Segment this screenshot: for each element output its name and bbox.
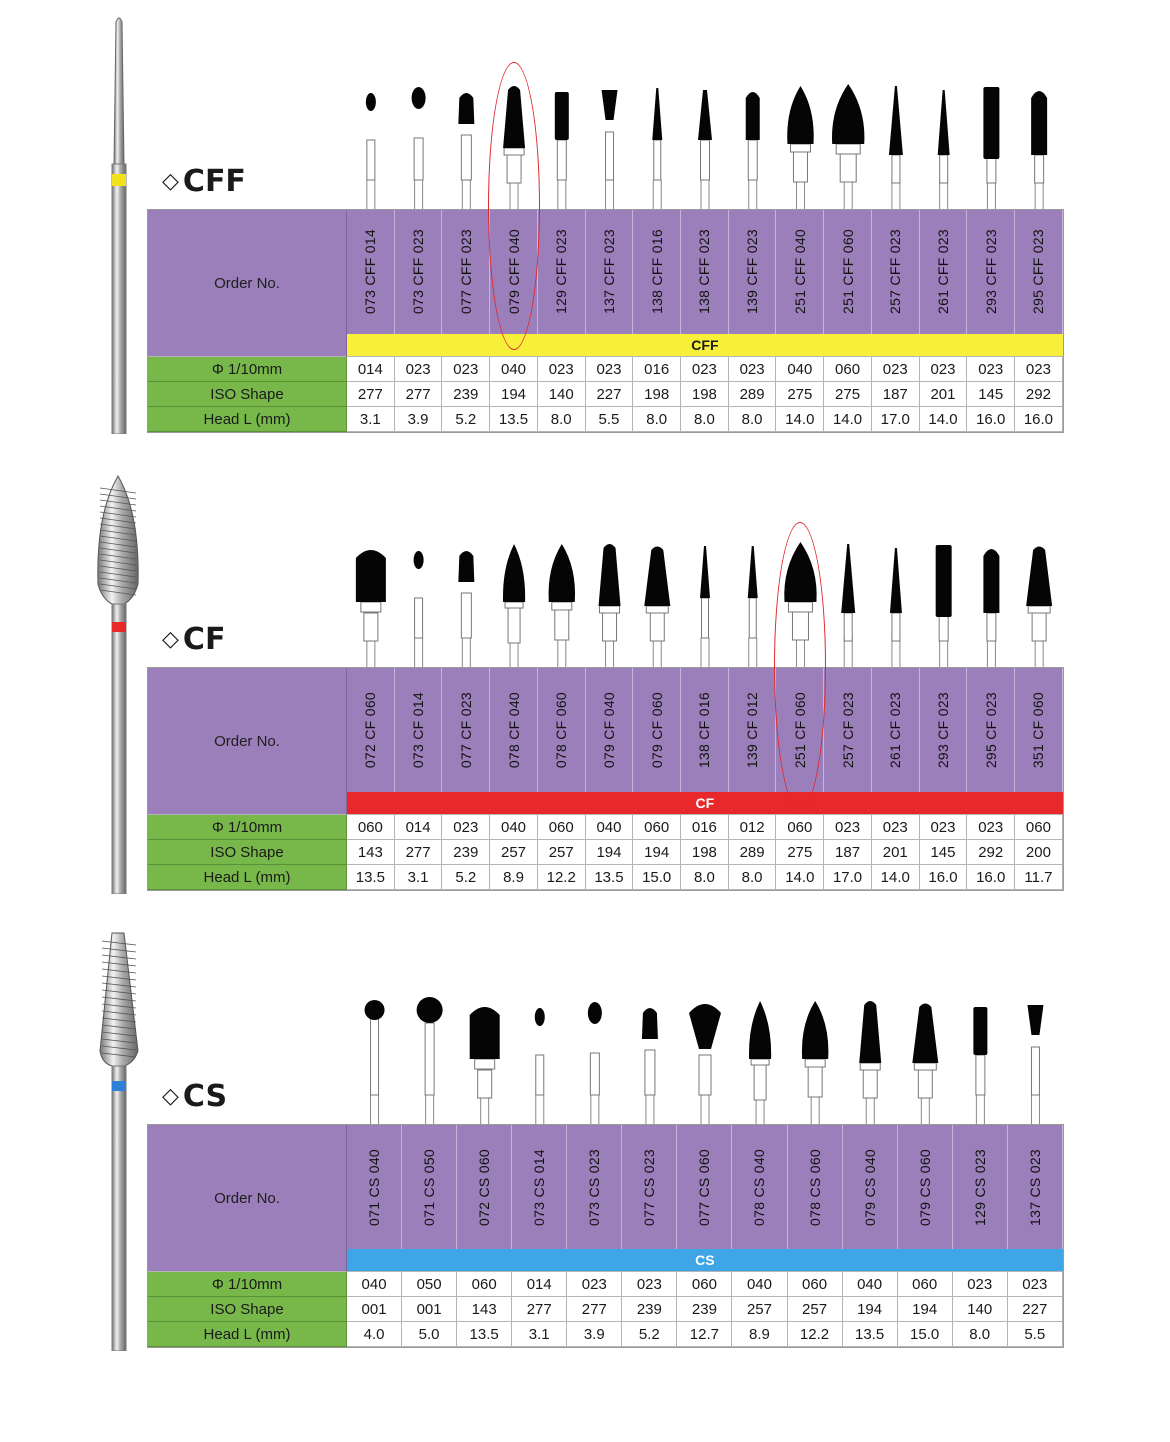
diameter-row-label: Φ 1/10mm (148, 815, 347, 840)
head-length-row-value: 8.0 (729, 407, 777, 432)
head-length-row-value: 15.0 (633, 865, 681, 890)
head-length-row-value: 13.5 (843, 1322, 898, 1347)
order-no-text: 073 CS 014 (531, 1148, 548, 1226)
bur-shape-flame-big (784, 542, 816, 668)
order-no-text: 139 CF 012 (744, 691, 761, 769)
head-length-row-value: 3.1 (347, 407, 395, 432)
diameter-row-value: 023 (622, 1272, 677, 1297)
iso-shape-row-value: 001 (402, 1297, 457, 1322)
diameter-row-value: 016 (633, 357, 681, 382)
iso-shape-row-value: 145 (967, 382, 1015, 407)
spec-table (148, 1125, 1063, 1347)
head-length-row-value: 5.0 (402, 1322, 457, 1347)
head-length-row-value: 3.9 (395, 407, 443, 432)
order-no-cell (395, 668, 443, 792)
diameter-row-value: 060 (776, 815, 824, 840)
bur-shape-cylinder-long (983, 87, 999, 210)
head-length-row-value: 5.2 (622, 1322, 677, 1347)
order-no-cell (442, 210, 490, 334)
head-length-row-value: 3.1 (512, 1322, 567, 1347)
order-no-text: 129 CS 023 (971, 1148, 988, 1226)
order-no-cell (681, 668, 729, 792)
order-no-text: 072 CS 060 (476, 1148, 493, 1226)
order-no-label: Order No. (148, 668, 347, 815)
order-no-cell (1008, 1125, 1063, 1249)
diameter-row-value: 040 (843, 1272, 898, 1297)
order-no-text: 078 CF 060 (553, 691, 570, 769)
order-no-text: 138 CF 016 (696, 691, 713, 769)
order-no-cell (442, 668, 490, 792)
order-no-text: 079 CF 040 (600, 691, 617, 769)
order-no-cell (967, 210, 1015, 334)
order-no-text: 079 CS 060 (916, 1148, 933, 1226)
head-length-row-value: 5.5 (586, 407, 634, 432)
order-no-cell (967, 668, 1015, 792)
diameter-row-value: 012 (729, 815, 777, 840)
iso-shape-row-value: 227 (1008, 1297, 1063, 1322)
section-title-text: CS (182, 1079, 228, 1114)
bur-shape-needle (652, 88, 662, 210)
iso-shape-row-value: 198 (681, 382, 729, 407)
order-no-cell (490, 668, 538, 792)
diamond-icon: ◇ (162, 169, 179, 194)
iso-shape-row-value: 277 (395, 382, 443, 407)
iso-shape-row-value: 194 (490, 382, 538, 407)
diameter-row-value: 060 (457, 1272, 512, 1297)
iso-shape-row-label: ISO Shape (148, 840, 347, 865)
head-length-row-value: 16.0 (967, 407, 1015, 432)
bur-shape-taper-wide (912, 1004, 938, 1126)
bur-shape-needle (748, 546, 758, 668)
iso-shape-row-value: 277 (512, 1297, 567, 1322)
diameter-row-value: 023 (824, 815, 872, 840)
section-title-text: CFF (182, 164, 246, 199)
bur-shape-pear (458, 551, 474, 668)
bur-shape-barrel (356, 550, 386, 668)
order-no-cell (788, 1125, 843, 1249)
bur-shape-taper-long (599, 544, 621, 668)
diameter-row-value: 023 (442, 815, 490, 840)
iso-shape-row-value: 239 (677, 1297, 732, 1322)
bur-shape-flame (749, 1001, 771, 1125)
head-length-row-value: 15.0 (898, 1322, 953, 1347)
order-no-text: 139 CFF 023 (744, 229, 761, 315)
diameter-row-value: 023 (567, 1272, 622, 1297)
bur-shape-taper-wide (644, 547, 670, 669)
iso-shape-row-value: 275 (776, 840, 824, 865)
shape-row (0, 0, 1170, 215)
head-length-row-value: 13.5 (347, 865, 395, 890)
order-no-cell (872, 210, 920, 334)
iso-shape-row-value: 227 (586, 382, 634, 407)
diameter-row-value: 014 (347, 357, 395, 382)
iso-shape-row-value: 194 (843, 1297, 898, 1322)
head-length-row-value: 5.2 (442, 407, 490, 432)
head-length-row-value: 16.0 (967, 865, 1015, 890)
order-no-cell (843, 1125, 898, 1249)
head-length-row-value: 8.0 (538, 407, 586, 432)
order-no-cell (567, 1125, 622, 1249)
order-no-text: 251 CFF 060 (839, 229, 856, 315)
head-length-row-value: 8.9 (490, 865, 538, 890)
order-no-text: 351 CF 060 (1030, 691, 1047, 769)
spec-table (148, 668, 1063, 890)
order-no-text: 293 CFF 023 (982, 229, 999, 315)
order-no-text: 079 CS 040 (861, 1148, 878, 1226)
order-no-cell (402, 1125, 457, 1249)
diameter-row-value: 060 (1015, 815, 1063, 840)
head-length-row-value: 8.0 (681, 865, 729, 890)
diameter-row-value: 023 (967, 357, 1015, 382)
order-no-cell (538, 210, 586, 334)
iso-shape-row-value: 143 (457, 1297, 512, 1322)
order-no-cell (457, 1125, 512, 1249)
order-no-cell (920, 668, 968, 792)
head-length-row-value: 5.5 (1008, 1322, 1063, 1347)
bur-shape-inverted (1027, 1005, 1043, 1125)
order-no-cell (729, 668, 777, 792)
bur-shape-needle-wide (698, 90, 712, 210)
head-length-row-value: 14.0 (776, 407, 824, 432)
diameter-row-value: 014 (512, 1272, 567, 1297)
iso-shape-row-value: 198 (681, 840, 729, 865)
bur-shape-barrel (470, 1007, 500, 1125)
order-no-text: 071 CS 050 (421, 1148, 438, 1226)
order-no-text: 073 CFF 023 (410, 229, 427, 315)
head-length-row-value: 13.5 (490, 407, 538, 432)
order-no-text: 137 CS 023 (1026, 1148, 1043, 1226)
bur-shape-bullet (746, 92, 760, 210)
bur-shape-round-big (417, 997, 443, 1125)
iso-shape-row-value: 292 (1015, 382, 1063, 407)
iso-shape-row-value: 187 (824, 840, 872, 865)
order-no-cell (633, 210, 681, 334)
order-no-label: Order No. (148, 1125, 347, 1272)
diameter-row-value: 060 (633, 815, 681, 840)
bur-shape-spike (938, 90, 950, 210)
order-no-text: 078 CS 060 (806, 1148, 823, 1226)
diameter-row-value: 023 (586, 357, 634, 382)
order-no-text: 079 CFF 040 (505, 229, 522, 315)
diameter-row-value: 023 (729, 357, 777, 382)
order-no-text: 079 CF 060 (648, 691, 665, 769)
order-no-cell (898, 1125, 953, 1249)
bur-shape-ball-small (366, 93, 376, 210)
head-length-row-value: 8.0 (681, 407, 729, 432)
order-no-cell (538, 668, 586, 792)
head-length-row-label: Head L (mm) (148, 407, 347, 432)
head-length-row-value: 8.0 (633, 407, 681, 432)
iso-shape-row-value: 140 (953, 1297, 1008, 1322)
bur-shape-flame-wide (802, 1001, 828, 1125)
head-length-row-value: 8.0 (953, 1322, 1008, 1347)
diamond-icon: ◇ (162, 1084, 179, 1109)
order-no-cell (920, 210, 968, 334)
diameter-row-value: 060 (824, 357, 872, 382)
order-no-text: 077 CS 023 (641, 1148, 658, 1226)
head-length-row-value: 12.2 (538, 865, 586, 890)
iso-shape-row-value: 257 (538, 840, 586, 865)
diameter-row-value: 023 (681, 357, 729, 382)
bur-shape-pear (642, 1008, 658, 1125)
bur-shape-bullet-long (983, 549, 999, 668)
bur-shape-taper-long (859, 1001, 881, 1125)
bur-shape-flame (503, 544, 525, 668)
diameter-row-value: 023 (538, 357, 586, 382)
iso-shape-row-value: 140 (538, 382, 586, 407)
shape-row (0, 915, 1170, 1130)
iso-shape-row-value: 201 (872, 840, 920, 865)
iso-shape-row-value: 200 (1015, 840, 1063, 865)
head-length-row-value: 13.5 (457, 1322, 512, 1347)
order-no-text: 129 CFF 023 (553, 229, 570, 315)
order-no-text: 077 CF 023 (457, 691, 474, 769)
series-band: CS (347, 1249, 1063, 1272)
diameter-row-value: 023 (872, 357, 920, 382)
diameter-row-value: 060 (788, 1272, 843, 1297)
head-length-row-value: 16.0 (920, 865, 968, 890)
diameter-row-value: 060 (347, 815, 395, 840)
head-length-row-value: 11.7 (1015, 865, 1063, 890)
iso-shape-row-value: 277 (395, 840, 443, 865)
bur-shape-taper-wide (1026, 547, 1052, 669)
diameter-row-value: 040 (776, 357, 824, 382)
order-no-cell (622, 1125, 677, 1249)
order-no-text: 261 CFF 023 (934, 229, 951, 315)
order-no-cell (347, 210, 395, 334)
diameter-row-value: 040 (347, 1272, 402, 1297)
diameter-row-value: 023 (1015, 357, 1063, 382)
order-no-cell (776, 210, 824, 334)
head-length-row-value: 14.0 (872, 865, 920, 890)
iso-shape-row-value: 201 (920, 382, 968, 407)
head-length-row-value: 3.1 (395, 865, 443, 890)
order-no-text: 077 CFF 023 (457, 229, 474, 315)
iso-shape-row-value: 143 (347, 840, 395, 865)
bur-shape-cylinder (555, 92, 569, 210)
iso-shape-row-value: 289 (729, 840, 777, 865)
diameter-row-value: 040 (732, 1272, 787, 1297)
section-title-text: CF (182, 622, 226, 657)
bur-shape-cylinder (973, 1007, 987, 1125)
iso-shape-row-value: 257 (788, 1297, 843, 1322)
bur-shape-ball (588, 1002, 602, 1125)
order-no-text: 257 CFF 023 (887, 229, 904, 315)
head-length-row-value: 17.0 (872, 407, 920, 432)
order-no-text: 078 CF 040 (505, 691, 522, 769)
head-length-row-value: 12.2 (788, 1322, 843, 1347)
order-no-text: 293 CF 023 (934, 691, 951, 769)
iso-shape-row-value: 194 (898, 1297, 953, 1322)
bur-shape-flame-wide (549, 544, 575, 668)
iso-shape-row-value: 001 (347, 1297, 402, 1322)
diameter-row-value: 040 (490, 815, 538, 840)
head-length-row-value: 5.2 (442, 865, 490, 890)
iso-shape-row-value: 257 (490, 840, 538, 865)
order-no-text: 071 CS 040 (366, 1148, 383, 1226)
order-no-text: 077 CS 060 (696, 1148, 713, 1226)
diameter-row-label: Φ 1/10mm (148, 1272, 347, 1297)
order-no-text: 073 CFF 014 (362, 229, 379, 315)
iso-shape-row-value: 239 (442, 382, 490, 407)
order-no-cell (729, 210, 777, 334)
diameter-row-value: 060 (677, 1272, 732, 1297)
diameter-row-value: 023 (967, 815, 1015, 840)
head-length-row-value: 14.0 (824, 407, 872, 432)
order-no-cell (512, 1125, 567, 1249)
head-length-row-label: Head L (mm) (148, 865, 347, 890)
shape-row (0, 458, 1170, 673)
iso-shape-row-value: 194 (633, 840, 681, 865)
diameter-row-value: 023 (920, 357, 968, 382)
diameter-row-value: 060 (538, 815, 586, 840)
head-length-row-value: 12.7 (677, 1322, 732, 1347)
head-length-row-value: 8.0 (729, 865, 777, 890)
diameter-row-value: 023 (920, 815, 968, 840)
iso-shape-row-value: 239 (442, 840, 490, 865)
iso-shape-row-value: 277 (347, 382, 395, 407)
order-no-text: 257 CF 023 (839, 691, 856, 769)
diameter-row-value: 023 (395, 357, 443, 382)
diameter-row-label: Φ 1/10mm (148, 357, 347, 382)
bur-shape-spike-long (889, 86, 903, 210)
bur-shape-needle (700, 546, 710, 668)
diameter-row-value: 050 (402, 1272, 457, 1297)
bur-shape-ball (412, 87, 426, 210)
iso-shape-row-value: 275 (824, 382, 872, 407)
iso-shape-row-value: 289 (729, 382, 777, 407)
order-no-cell (347, 668, 395, 792)
iso-shape-row-label: ISO Shape (148, 1297, 347, 1322)
order-no-text: 138 CFF 016 (648, 229, 665, 315)
order-no-text: 078 CS 040 (751, 1148, 768, 1226)
iso-shape-row-value: 194 (586, 840, 634, 865)
diamond-icon: ◇ (162, 627, 179, 652)
iso-shape-row-value: 292 (967, 840, 1015, 865)
iso-shape-row-value: 145 (920, 840, 968, 865)
diameter-row-value: 023 (953, 1272, 1008, 1297)
head-length-row-label: Head L (mm) (148, 1322, 347, 1347)
order-no-text: 137 CFF 023 (600, 229, 617, 315)
bur-shape-flame-wide (787, 86, 813, 210)
bur-shape-cylinder-long (936, 545, 952, 668)
order-no-cell (586, 668, 634, 792)
iso-shape-row-label: ISO Shape (148, 382, 347, 407)
order-no-cell (732, 1125, 787, 1249)
head-length-row-value: 3.9 (567, 1322, 622, 1347)
bur-shape-bullet-long (1031, 91, 1047, 210)
bur-shape-pear-big (689, 1004, 721, 1125)
head-length-row-value: 4.0 (347, 1322, 402, 1347)
order-no-text: 295 CFF 023 (1030, 229, 1047, 315)
order-no-cell (681, 210, 729, 334)
order-no-text: 251 CFF 040 (791, 229, 808, 315)
bur-shape-taper-long (503, 86, 525, 210)
head-length-row-value: 14.0 (920, 407, 968, 432)
series-band: CFF (347, 334, 1063, 357)
order-no-label: Order No. (148, 210, 347, 357)
head-length-row-value: 17.0 (824, 865, 872, 890)
order-no-cell (776, 668, 824, 792)
order-no-text: 295 CF 023 (982, 691, 999, 769)
order-no-cell (490, 210, 538, 334)
order-no-cell (953, 1125, 1008, 1249)
iso-shape-row-value: 275 (776, 382, 824, 407)
iso-shape-row-value: 277 (567, 1297, 622, 1322)
series-band: CF (347, 792, 1063, 815)
order-no-cell (633, 668, 681, 792)
order-no-text: 251 CF 060 (791, 691, 808, 769)
bur-shape-inverted (602, 90, 618, 210)
diameter-row-value: 023 (872, 815, 920, 840)
bur-shape-ball-small (535, 1008, 545, 1125)
diameter-row-value: 016 (681, 815, 729, 840)
iso-shape-row-value: 257 (732, 1297, 787, 1322)
head-length-row-value: 13.5 (586, 865, 634, 890)
head-length-row-value: 16.0 (1015, 407, 1063, 432)
order-no-text: 261 CF 023 (887, 691, 904, 769)
diameter-row-value: 040 (586, 815, 634, 840)
diameter-row-value: 023 (1008, 1272, 1063, 1297)
order-no-text: 073 CF 014 (410, 691, 427, 769)
order-no-cell (872, 668, 920, 792)
iso-shape-row-value: 198 (633, 382, 681, 407)
bur-shape-spike (890, 548, 902, 668)
bur-shape-round (365, 1000, 385, 1125)
order-no-text: 138 CFF 023 (696, 229, 713, 315)
order-no-cell (347, 1125, 402, 1249)
iso-shape-row-value: 187 (872, 382, 920, 407)
head-length-row-value: 14.0 (776, 865, 824, 890)
order-no-cell (1015, 668, 1063, 792)
diameter-row-value: 023 (442, 357, 490, 382)
bur-shape-pear (458, 93, 474, 210)
order-no-text: 072 CF 060 (362, 691, 379, 769)
diameter-row-value: 014 (395, 815, 443, 840)
bur-shape-ball-small (414, 551, 424, 668)
order-no-cell (1015, 210, 1063, 334)
diameter-row-value: 040 (490, 357, 538, 382)
order-no-cell (586, 210, 634, 334)
order-no-cell (824, 668, 872, 792)
order-no-cell (824, 210, 872, 334)
head-length-row-value: 8.9 (732, 1322, 787, 1347)
order-no-cell (395, 210, 443, 334)
spec-table (148, 210, 1063, 432)
iso-shape-row-value: 239 (622, 1297, 677, 1322)
order-no-text: 073 CS 023 (586, 1148, 603, 1226)
diameter-row-value: 060 (898, 1272, 953, 1297)
bur-shape-spike-long (841, 544, 855, 668)
order-no-cell (677, 1125, 732, 1249)
bur-shape-flame-big (832, 84, 864, 210)
